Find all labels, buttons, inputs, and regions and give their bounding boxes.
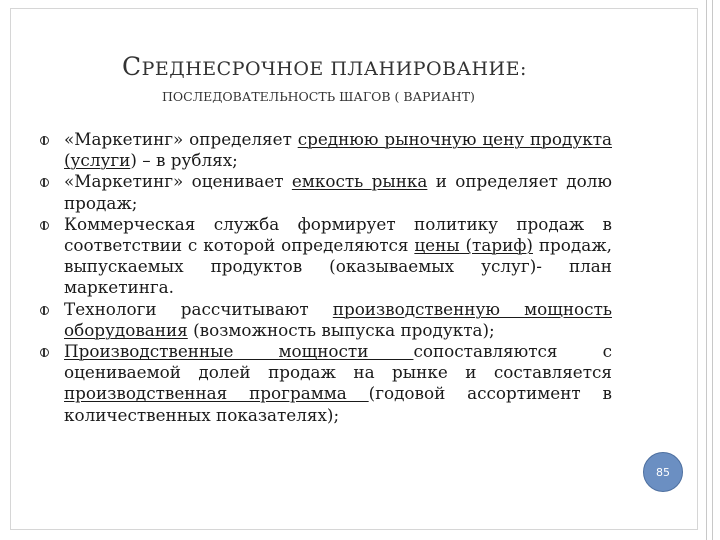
bullet-item: [40, 299, 612, 341]
bullet-text: ) – в рублях;: [130, 150, 238, 171]
underlined-term: производственную мощность: [332, 298, 612, 319]
bullet-icon: [40, 178, 49, 187]
bullet-icon: [40, 306, 49, 315]
bullet-text: (годовой ассортимент в количественных показателях);: [64, 383, 612, 425]
right-edge-line: [712, 0, 713, 540]
bullet-list: [40, 129, 612, 426]
underlined-term: среднюю рыночную цену продукта (услуги: [64, 129, 612, 171]
underlined-term: емкость: [291, 171, 372, 192]
bullet-item: [40, 171, 612, 213]
page-number-badge: 85: [643, 452, 683, 492]
bullet-text: «Маркетинг» определяет: [64, 129, 298, 149]
slide-subtitle: ПОСЛЕДОВАТЕЛЬНОСТЬ ШАГОВ ( ВАРИАНТ): [162, 89, 475, 104]
bullet-text: сопоставляются с оцениваемой долей продаж на рынке и составляется: [64, 341, 612, 383]
bullet-item: [40, 341, 612, 426]
right-edge-line: [706, 0, 707, 540]
underlined-term: мощности: [278, 341, 414, 362]
bullet-text: «Маркетинг» оценивает: [64, 171, 292, 192]
underlined-term: производственная программа: [64, 383, 369, 404]
bullet-text: и определяет долю продаж;: [64, 171, 612, 213]
title-rest: РЕДНЕСРОЧНОЕ ПЛАНИРОВАНИЕ:: [141, 58, 527, 80]
underlined-term: Производственные: [64, 341, 279, 362]
underlined-term: рынка: [371, 171, 428, 192]
bullet-icon: [40, 221, 49, 230]
bullet-icon: [40, 136, 49, 145]
bullet-item: [40, 214, 612, 299]
bullet-text: продаж, выпускаемых продуктов (оказываемых услуг)- план маркетинга.: [64, 235, 612, 298]
bullet-item: [40, 129, 612, 171]
underlined-term: оборудования: [64, 319, 188, 340]
slide-title: [122, 52, 527, 81]
bullet-text: (возможность выпуска продукта);: [187, 319, 495, 340]
title-initial: С: [122, 52, 142, 81]
bullet-text: Технологи рассчитывают: [64, 298, 333, 319]
underlined-term: цены (тариф): [414, 235, 533, 256]
bullet-icon: [40, 348, 49, 357]
bullet-text: Коммерческая служба формирует политику продаж в соответствии с которой определяются: [64, 213, 612, 256]
